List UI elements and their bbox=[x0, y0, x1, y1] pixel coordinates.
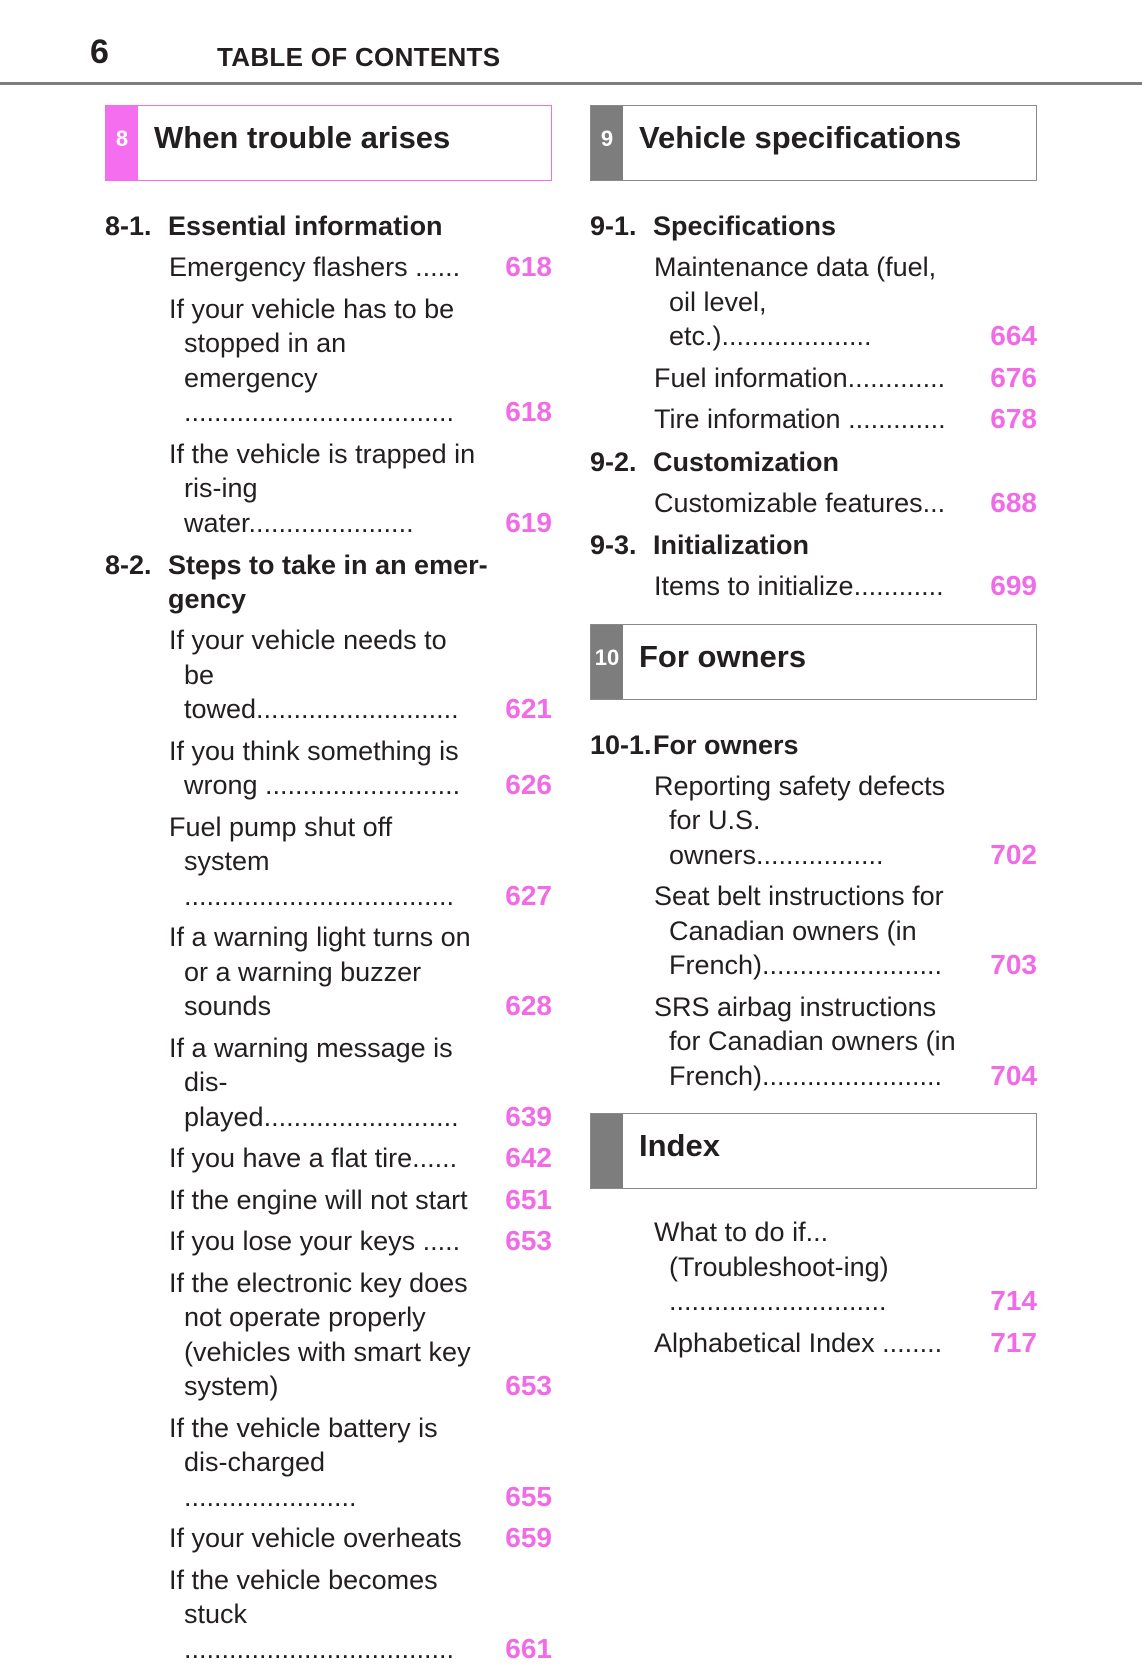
chapter-tab bbox=[591, 1114, 623, 1188]
entry-text: What to do if... (Troubleshoot-ing) ............................. bbox=[654, 1217, 889, 1316]
section-title: Customization bbox=[653, 445, 1037, 479]
toc-entry[interactable] bbox=[654, 250, 1037, 354]
toc-entry[interactable] bbox=[654, 361, 1037, 396]
page-link[interactable]: 628 bbox=[501, 989, 552, 1024]
entry-text: Seat belt instructions for Canadian owners (in French)........................ bbox=[654, 881, 944, 980]
page-link[interactable]: 688 bbox=[986, 486, 1037, 521]
toc-entry[interactable] bbox=[654, 569, 1037, 604]
section-9-2 bbox=[590, 445, 1037, 521]
toc-entry[interactable] bbox=[169, 810, 552, 914]
chapter-8-header[interactable] bbox=[105, 105, 552, 181]
toc-entry[interactable] bbox=[654, 402, 1037, 437]
page-link[interactable]: 661 bbox=[501, 1632, 552, 1666]
page-link[interactable]: 651 bbox=[501, 1183, 552, 1218]
chapter-tab: 8 bbox=[106, 106, 138, 180]
section-title: For owners bbox=[653, 728, 1037, 762]
page-link[interactable]: 618 bbox=[501, 395, 552, 430]
toc-entry[interactable] bbox=[169, 1224, 552, 1259]
page-link[interactable]: 699 bbox=[986, 569, 1037, 604]
page-title: TABLE OF CONTENTS bbox=[217, 40, 500, 74]
section-number: 9-1. bbox=[590, 209, 653, 243]
entry-text: If the vehicle battery is dis-charged ....................... bbox=[169, 1413, 438, 1512]
toc-entry[interactable] bbox=[654, 990, 1037, 1094]
toc-entry[interactable] bbox=[169, 437, 552, 541]
section-heading[interactable] bbox=[105, 548, 552, 616]
section-number: 9-2. bbox=[590, 445, 653, 479]
page-link[interactable]: 717 bbox=[986, 1326, 1037, 1361]
entry-text: If you think something is wrong .......................... bbox=[169, 736, 460, 801]
section-number: 10-1. bbox=[590, 728, 653, 762]
entry-text: If you have a flat tire...... bbox=[169, 1143, 457, 1173]
toc-entry[interactable] bbox=[654, 1215, 1037, 1319]
page-link[interactable]: 653 bbox=[501, 1369, 552, 1404]
entry-text: Maintenance data (fuel, oil level, etc.).................... bbox=[654, 252, 936, 351]
entry-text: SRS airbag instructions for Canadian owners (in French)........................ bbox=[654, 992, 956, 1091]
page-link[interactable]: 626 bbox=[501, 768, 552, 803]
section-number: 8-2. bbox=[105, 548, 168, 616]
header-divider bbox=[0, 82, 1142, 85]
page-link[interactable]: 621 bbox=[501, 692, 552, 727]
section-title: Essential information bbox=[168, 209, 552, 243]
page-link[interactable]: 627 bbox=[501, 879, 552, 914]
entry-text: Alphabetical Index ........ bbox=[654, 1328, 942, 1358]
section-title: Specifications bbox=[653, 209, 1037, 243]
section-10-1 bbox=[590, 728, 1037, 1094]
toc-entry[interactable] bbox=[654, 769, 1037, 873]
section-heading[interactable] bbox=[590, 528, 1037, 562]
section-title: Steps to take in an emer-gency bbox=[168, 548, 552, 616]
section-title: Initialization bbox=[653, 528, 1037, 562]
page-link[interactable]: 702 bbox=[986, 838, 1037, 873]
section-number: 9-3. bbox=[590, 528, 653, 562]
toc-entry[interactable] bbox=[654, 879, 1037, 983]
toc-entry[interactable] bbox=[169, 1183, 552, 1218]
page-link[interactable]: 703 bbox=[986, 948, 1037, 983]
section-8-1 bbox=[105, 209, 552, 540]
section-9-1 bbox=[590, 209, 1037, 437]
entry-text: Items to initialize............ bbox=[654, 571, 944, 601]
toc-entry[interactable] bbox=[169, 1266, 552, 1404]
entry-text: If you lose your keys ..... bbox=[169, 1226, 460, 1256]
section-number: 8-1. bbox=[105, 209, 168, 243]
section-heading[interactable] bbox=[590, 728, 1037, 762]
chapter-9-header[interactable] bbox=[590, 105, 1037, 181]
toc-entry[interactable] bbox=[169, 1563, 552, 1666]
toc-entry[interactable] bbox=[169, 292, 552, 430]
toc-entry[interactable] bbox=[169, 623, 552, 727]
page-link[interactable]: 678 bbox=[986, 402, 1037, 437]
toc-entry[interactable] bbox=[169, 1031, 552, 1135]
entry-text: If a warning light turns on or a warning buzzer sounds bbox=[169, 922, 471, 1021]
left-column bbox=[105, 105, 552, 1666]
page-link[interactable]: 714 bbox=[986, 1284, 1037, 1319]
right-column bbox=[590, 105, 1037, 1360]
toc-entry[interactable] bbox=[654, 486, 1037, 521]
chapter-title: When trouble arises bbox=[138, 106, 450, 180]
section-heading[interactable] bbox=[105, 209, 552, 243]
page-link[interactable]: 655 bbox=[501, 1480, 552, 1515]
toc-entry[interactable] bbox=[169, 920, 552, 1024]
toc-entry[interactable] bbox=[169, 1141, 552, 1176]
chapter-title: Vehicle specifications bbox=[623, 106, 961, 180]
entry-text: Customizable features... bbox=[654, 488, 945, 518]
page-link[interactable]: 659 bbox=[501, 1521, 552, 1556]
entry-text: Emergency flashers ...... bbox=[169, 252, 460, 282]
entry-text: If the vehicle becomes stuck .................................... bbox=[169, 1565, 454, 1664]
chapter-tab: 9 bbox=[591, 106, 623, 180]
entry-text: If a warning message is dis-played.......................... bbox=[169, 1033, 459, 1132]
page-link[interactable]: 642 bbox=[501, 1141, 552, 1176]
section-8-2 bbox=[105, 548, 552, 1666]
page-link[interactable]: 676 bbox=[986, 361, 1037, 396]
chapter-tab: 10 bbox=[591, 625, 623, 699]
entry-text: If the vehicle is trapped in ris-ing water...................... bbox=[169, 439, 475, 538]
entry-text: If the electronic key does not operate properly (vehicles with smart key system) bbox=[169, 1268, 471, 1402]
index-section bbox=[590, 1215, 1037, 1360]
entry-text: Reporting safety defects for U.S. owners................. bbox=[654, 771, 945, 870]
section-9-3 bbox=[590, 528, 1037, 604]
page-link[interactable]: 639 bbox=[501, 1100, 552, 1135]
chapter-title: For owners bbox=[623, 625, 806, 699]
page-link[interactable]: 619 bbox=[501, 506, 552, 541]
chapter-10-header[interactable] bbox=[590, 624, 1037, 700]
entry-text: If the engine will not start bbox=[169, 1185, 468, 1215]
entry-text: Fuel information............. bbox=[654, 363, 945, 393]
page-link[interactable]: 664 bbox=[986, 319, 1037, 354]
entry-text: If your vehicle overheats bbox=[169, 1523, 462, 1553]
toc-entry[interactable] bbox=[169, 1521, 552, 1556]
entry-text: Fuel pump shut off system .................................... bbox=[169, 812, 454, 911]
index-header[interactable] bbox=[590, 1113, 1037, 1189]
entry-text: Tire information ............. bbox=[654, 404, 946, 434]
page-number: 6 bbox=[90, 32, 109, 72]
page-link[interactable]: 618 bbox=[501, 250, 552, 285]
toc-entry[interactable] bbox=[169, 734, 552, 803]
entry-text: If your vehicle needs to be towed........................... bbox=[169, 625, 459, 724]
toc-entry[interactable] bbox=[169, 250, 552, 285]
section-heading[interactable] bbox=[590, 209, 1037, 243]
toc-entry[interactable] bbox=[169, 1411, 552, 1515]
page-link[interactable]: 653 bbox=[501, 1224, 552, 1259]
entry-text: If your vehicle has to be stopped in an emergency .................................... bbox=[169, 294, 454, 428]
chapter-title: Index bbox=[623, 1114, 720, 1188]
toc-entry[interactable] bbox=[654, 1326, 1037, 1361]
page-link[interactable]: 704 bbox=[986, 1059, 1037, 1094]
section-heading[interactable] bbox=[590, 445, 1037, 479]
